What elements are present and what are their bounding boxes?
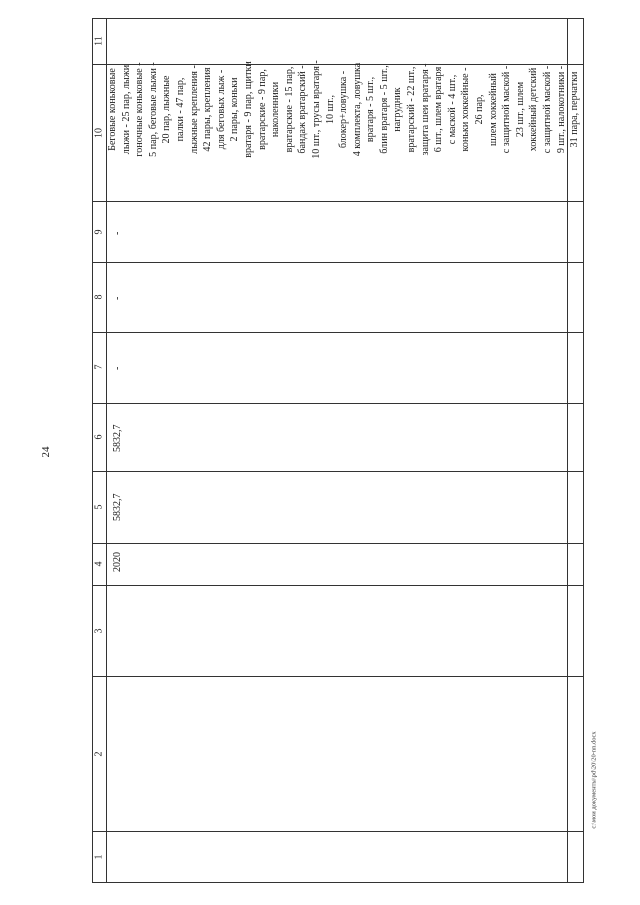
equipment-line: с маской - 4 шт., bbox=[446, 74, 458, 145]
cell-value: - bbox=[112, 231, 123, 235]
equipment-line: 5 пар, беговые лыжи - bbox=[147, 62, 159, 157]
equipment-line: 2 пары, коньки bbox=[229, 77, 241, 142]
cell-value: - bbox=[112, 366, 123, 370]
equipment-line: 10 шт., трусы вратаря - bbox=[310, 60, 322, 159]
equipment-line: 42 пары, крепления bbox=[202, 67, 214, 152]
column-divider bbox=[92, 471, 583, 472]
column-divider bbox=[92, 676, 583, 677]
equipment-line: для беговых лыж - bbox=[215, 69, 227, 150]
equipment-line: вратаря - 5 шт., bbox=[365, 76, 377, 143]
equipment-line: нагрудник bbox=[392, 87, 404, 132]
equipment-line: хоккейный детский bbox=[528, 67, 540, 152]
equipment-line: вратарский - 22 шт., bbox=[406, 66, 418, 153]
column-number: 6 bbox=[93, 434, 105, 440]
column-number: 1 bbox=[93, 854, 105, 860]
equipment-line: 26 пар, bbox=[474, 94, 486, 125]
cell-equipment-list bbox=[106, 18, 582, 201]
equipment-line: 31 пара, перчатки bbox=[569, 71, 581, 148]
column-divider bbox=[92, 201, 583, 202]
cell-year: 2020 bbox=[112, 552, 123, 572]
column-number: 2 bbox=[93, 751, 105, 757]
equipment-line: 9 шт., налокотники - bbox=[555, 65, 567, 154]
equipment-line: с защитной маской - bbox=[542, 65, 553, 154]
column-number: 5 bbox=[93, 504, 105, 510]
column-divider bbox=[92, 831, 583, 832]
column-number: 4 bbox=[93, 561, 105, 567]
column-divider bbox=[92, 403, 583, 404]
column-number: 8 bbox=[93, 294, 105, 300]
equipment-line: 6 шт., шлем вратаря bbox=[433, 66, 445, 153]
page-number: 24 bbox=[40, 446, 52, 458]
equipment-line: защита шеи вратаря - bbox=[419, 63, 431, 156]
file-path-footer: c:\мои документы\pd\20\20-nn.docx bbox=[590, 731, 598, 829]
column-number: 10 bbox=[93, 128, 105, 138]
column-number: 9 bbox=[93, 229, 105, 235]
equipment-line: 4 комплекта, ловушка bbox=[351, 62, 363, 157]
cell-value: 5832,7 bbox=[112, 424, 123, 452]
equipment-line: блин вратаря - 5 шт., bbox=[378, 65, 390, 154]
column-number: 3 bbox=[93, 628, 105, 634]
equipment-line: шлем хоккейный bbox=[487, 73, 499, 146]
cell-value: 5832,7 bbox=[112, 493, 123, 521]
equipment-line: бандаж вратарский - bbox=[297, 65, 309, 154]
equipment-line: вратарские - 15 пар, bbox=[283, 66, 295, 153]
equipment-line: вратарские - 9 пар, bbox=[256, 69, 268, 150]
equipment-line: с защитной маской - bbox=[501, 65, 513, 154]
equipment-line: 20 пар, лыжные bbox=[161, 75, 173, 144]
equipment-line: палки - 47 пар, bbox=[174, 77, 186, 142]
column-divider bbox=[92, 332, 583, 333]
column-divider bbox=[92, 262, 583, 263]
equipment-line: гоночные коньковые - bbox=[134, 62, 146, 157]
column-divider bbox=[92, 585, 583, 586]
equipment-line: наколенники bbox=[270, 81, 282, 138]
equipment-line: блокер+ловушка - bbox=[338, 70, 350, 149]
cell-value: - bbox=[112, 296, 123, 300]
equipment-line: коньки хоккейные - bbox=[460, 67, 472, 152]
column-divider bbox=[92, 543, 583, 544]
equipment-line: лыжи - 25 пар, лыжи bbox=[120, 64, 132, 155]
column-number: 7 bbox=[93, 364, 105, 370]
equipment-line: 10 шт., bbox=[324, 94, 336, 125]
column-number: 11 bbox=[93, 36, 105, 46]
equipment-line: Беговые коньковые bbox=[107, 68, 118, 151]
equipment-line: 23 шт., шлем bbox=[514, 81, 526, 138]
equipment-line: лыжные крепления - bbox=[188, 65, 200, 154]
equipment-line: вратаря - 9 пар, щитки bbox=[242, 61, 254, 158]
